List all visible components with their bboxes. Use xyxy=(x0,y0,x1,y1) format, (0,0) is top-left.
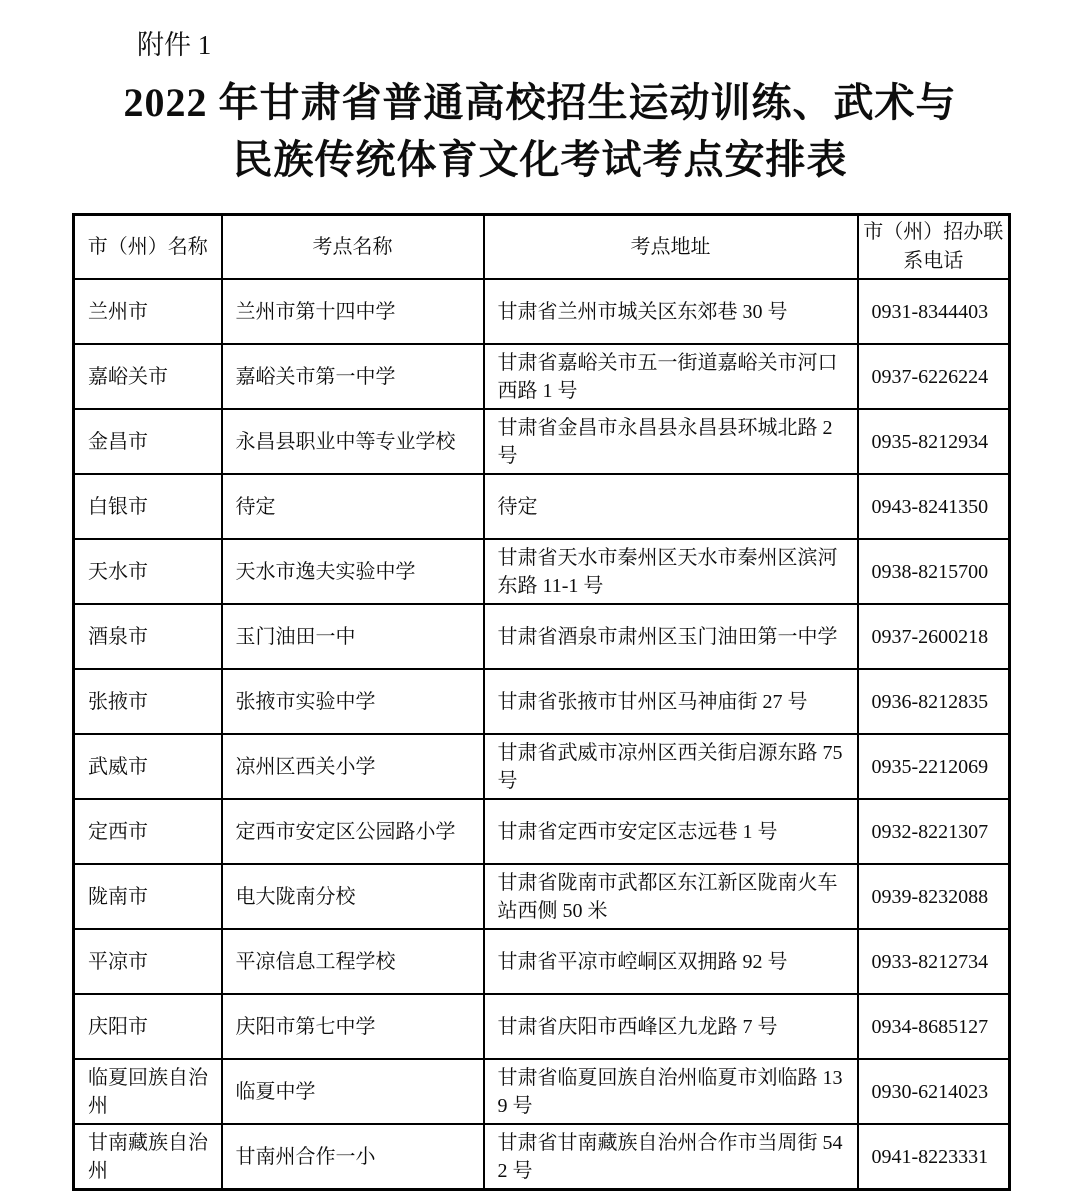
header-row xyxy=(74,215,1010,280)
venue-cell: 定西市安定区公园路小学 xyxy=(222,799,484,864)
city-cell: 兰州市 xyxy=(74,279,222,344)
address-cell: 甘肃省平凉市崆峒区双拥路 92 号 xyxy=(484,929,858,994)
table-body xyxy=(74,279,1010,1190)
venue-cell: 嘉峪关市第一中学 xyxy=(222,344,484,409)
phone-cell: 0934-8685127 xyxy=(858,994,1010,1059)
column-header-city: 市（州）名称 xyxy=(74,215,222,280)
venue-cell: 张掖市实验中学 xyxy=(222,669,484,734)
address-cell: 甘肃省庆阳市西峰区九龙路 7 号 xyxy=(484,994,858,1059)
table-row xyxy=(74,409,1010,474)
venue-cell: 永昌县职业中等专业学校 xyxy=(222,409,484,474)
phone-cell: 0943-8241350 xyxy=(858,474,1010,539)
table-row xyxy=(74,734,1010,799)
table-row xyxy=(74,539,1010,604)
address-cell: 甘肃省酒泉市肃州区玉门油田第一中学 xyxy=(484,604,858,669)
table-row xyxy=(74,279,1010,344)
table-header xyxy=(74,215,1010,280)
city-cell: 白银市 xyxy=(74,474,222,539)
phone-cell: 0938-8215700 xyxy=(858,539,1010,604)
address-cell: 甘肃省武威市凉州区西关街启源东路 75 号 xyxy=(484,734,858,799)
address-cell: 甘肃省金昌市永昌县永昌县环城北路 2 号 xyxy=(484,409,858,474)
document-title-line1: 2022 年甘肃省普通高校招生运动训练、武术与 xyxy=(123,80,957,125)
phone-cell: 0941-8223331 xyxy=(858,1124,1010,1190)
city-cell: 平凉市 xyxy=(74,929,222,994)
city-cell: 甘南藏族自治州 xyxy=(74,1124,222,1190)
city-cell: 酒泉市 xyxy=(74,604,222,669)
city-cell: 庆阳市 xyxy=(74,994,222,1059)
city-cell: 陇南市 xyxy=(74,864,222,929)
phone-cell: 0932-8221307 xyxy=(858,799,1010,864)
city-cell: 天水市 xyxy=(74,539,222,604)
table-row xyxy=(74,1059,1010,1124)
table-row xyxy=(74,799,1010,864)
phone-cell: 0931-8344403 xyxy=(858,279,1010,344)
city-cell: 武威市 xyxy=(74,734,222,799)
table-row xyxy=(74,474,1010,539)
table-row xyxy=(74,929,1010,994)
document-title xyxy=(0,74,1080,188)
phone-cell: 0939-8232088 xyxy=(858,864,1010,929)
document-title-line2: 民族传统体育文化考试考点安排表 xyxy=(232,137,848,182)
table-row xyxy=(74,344,1010,409)
address-cell: 甘肃省嘉峪关市五一街道嘉峪关市河口西路 1 号 xyxy=(484,344,858,409)
venue-cell: 天水市逸夫实验中学 xyxy=(222,539,484,604)
phone-cell: 0937-2600218 xyxy=(858,604,1010,669)
address-cell: 甘肃省临夏回族自治州临夏市刘临路 139 号 xyxy=(484,1059,858,1124)
column-header-phone: 市（州）招办联系电话 xyxy=(858,215,1010,280)
venue-cell: 待定 xyxy=(222,474,484,539)
address-cell: 甘肃省兰州市城关区东郊巷 30 号 xyxy=(484,279,858,344)
venue-cell: 凉州区西关小学 xyxy=(222,734,484,799)
phone-cell: 0937-6226224 xyxy=(858,344,1010,409)
address-cell: 甘肃省张掖市甘州区马神庙街 27 号 xyxy=(484,669,858,734)
table-row xyxy=(74,604,1010,669)
venue-cell: 玉门油田一中 xyxy=(222,604,484,669)
address-cell: 甘肃省甘南藏族自治州合作市当周街 542 号 xyxy=(484,1124,858,1190)
table-row xyxy=(74,669,1010,734)
venue-cell: 兰州市第十四中学 xyxy=(222,279,484,344)
venue-cell: 平凉信息工程学校 xyxy=(222,929,484,994)
address-cell: 待定 xyxy=(484,474,858,539)
address-cell: 甘肃省定西市安定区志远巷 1 号 xyxy=(484,799,858,864)
venue-cell: 甘南州合作一小 xyxy=(222,1124,484,1190)
phone-cell: 0936-8212835 xyxy=(858,669,1010,734)
table-row xyxy=(74,1124,1010,1190)
city-cell: 张掖市 xyxy=(74,669,222,734)
attachment-label: 附件 1 xyxy=(137,30,212,60)
exam-venues-table xyxy=(72,213,1011,1191)
column-header-address: 考点地址 xyxy=(484,215,858,280)
table-row xyxy=(74,994,1010,1059)
city-cell: 临夏回族自治州 xyxy=(74,1059,222,1124)
table-row xyxy=(74,864,1010,929)
venue-cell: 电大陇南分校 xyxy=(222,864,484,929)
venue-cell: 庆阳市第七中学 xyxy=(222,994,484,1059)
phone-cell: 0930-6214023 xyxy=(858,1059,1010,1124)
phone-cell: 0933-8212734 xyxy=(858,929,1010,994)
venue-cell: 临夏中学 xyxy=(222,1059,484,1124)
address-cell: 甘肃省陇南市武都区东江新区陇南火车站西侧 50 米 xyxy=(484,864,858,929)
phone-cell: 0935-8212934 xyxy=(858,409,1010,474)
address-cell: 甘肃省天水市秦州区天水市秦州区滨河东路 11-1 号 xyxy=(484,539,858,604)
column-header-venue: 考点名称 xyxy=(222,215,484,280)
city-cell: 定西市 xyxy=(74,799,222,864)
phone-cell: 0935-2212069 xyxy=(858,734,1010,799)
city-cell: 嘉峪关市 xyxy=(74,344,222,409)
city-cell: 金昌市 xyxy=(74,409,222,474)
